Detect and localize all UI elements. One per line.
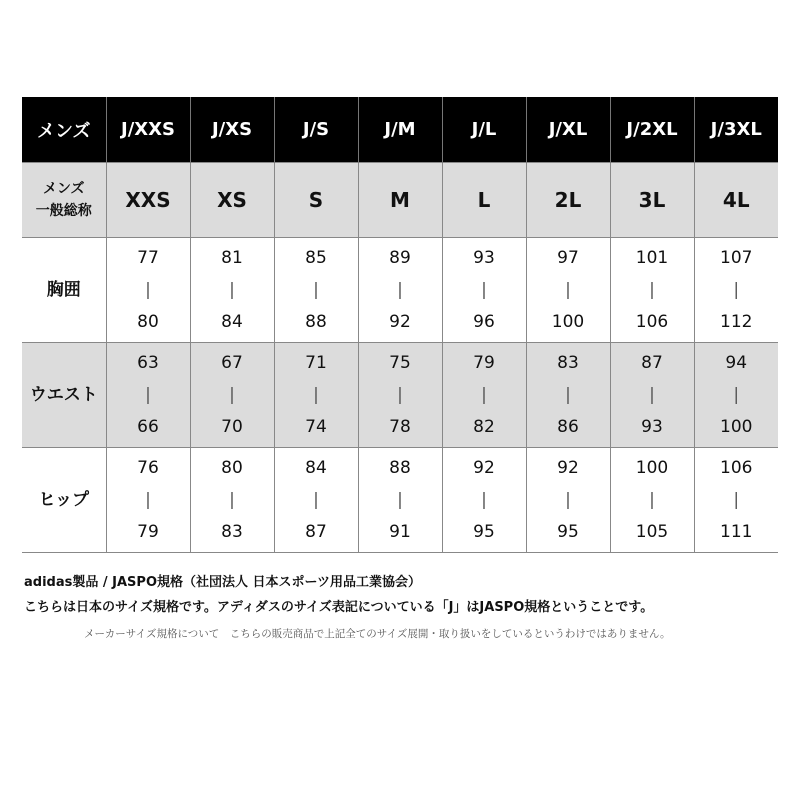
measurement-range bbox=[610, 448, 694, 553]
range-min: 81 bbox=[221, 248, 243, 268]
range-max: 106 bbox=[635, 312, 669, 332]
range-separator: | bbox=[313, 490, 319, 510]
range-separator: | bbox=[481, 490, 487, 510]
measurement-range bbox=[106, 238, 190, 343]
range-max: 93 bbox=[641, 417, 663, 437]
range-min: 107 bbox=[720, 248, 753, 268]
range-separator: | bbox=[649, 490, 655, 510]
range-max: 78 bbox=[389, 417, 411, 437]
measurement-row bbox=[22, 343, 778, 448]
measurement-range bbox=[442, 238, 526, 343]
measurement-label: ヒップ bbox=[22, 448, 106, 553]
range-min: 101 bbox=[635, 248, 669, 268]
measurement-row bbox=[22, 238, 778, 343]
range-separator: | bbox=[649, 280, 655, 300]
header-label: メンズ bbox=[22, 97, 106, 163]
range-min: 71 bbox=[305, 353, 327, 373]
notes bbox=[24, 570, 671, 641]
measurement-range bbox=[106, 343, 190, 448]
range-min: 77 bbox=[137, 248, 159, 268]
measurement-range bbox=[190, 448, 274, 553]
general-label-2: 一般総称 bbox=[35, 203, 92, 219]
range-separator: | bbox=[145, 280, 151, 300]
range-max: 95 bbox=[557, 522, 579, 542]
general-label bbox=[22, 163, 106, 238]
range-min: 80 bbox=[221, 458, 243, 478]
range-min: 92 bbox=[473, 458, 495, 478]
measurement-range bbox=[442, 343, 526, 448]
range-min: 100 bbox=[635, 458, 669, 478]
header-row bbox=[22, 97, 778, 163]
range-min: 76 bbox=[137, 458, 159, 478]
range-max: 100 bbox=[551, 312, 585, 332]
measurement-range bbox=[358, 238, 442, 343]
general-size: XS bbox=[190, 163, 274, 238]
range-separator: | bbox=[397, 490, 403, 510]
note-standard: adidas製品 / JASPO規格（社団法人 日本スポーツ用品工業協会） bbox=[24, 575, 421, 590]
range-separator: | bbox=[565, 280, 571, 300]
range-min: 97 bbox=[557, 248, 579, 268]
measurement-range bbox=[106, 448, 190, 553]
measurement-range bbox=[274, 343, 358, 448]
range-separator: | bbox=[733, 280, 740, 300]
range-min: 93 bbox=[473, 248, 495, 268]
range-separator: | bbox=[313, 385, 319, 405]
general-size: 3L bbox=[610, 163, 694, 238]
general-size: M bbox=[358, 163, 442, 238]
general-size: S bbox=[274, 163, 358, 238]
header-size: J/M bbox=[358, 97, 442, 163]
range-max: 95 bbox=[473, 522, 495, 542]
range-min: 83 bbox=[557, 353, 579, 373]
range-separator: | bbox=[145, 490, 151, 510]
note-japan-size: こちらは日本のサイズ規格です。アディダスのサイズ表記についている「J」はJASPO規格ということです。 bbox=[24, 600, 654, 615]
range-min: 88 bbox=[389, 458, 411, 478]
general-size: 4L bbox=[694, 163, 778, 238]
range-max: 70 bbox=[221, 417, 243, 437]
measurement-range bbox=[610, 343, 694, 448]
range-min: 94 bbox=[725, 353, 748, 373]
measurement-label: 胸囲 bbox=[22, 238, 106, 343]
range-min: 75 bbox=[389, 353, 411, 373]
measurement-range bbox=[358, 343, 442, 448]
measurement-label: ウエスト bbox=[22, 343, 106, 448]
header-size: J/L bbox=[442, 97, 526, 163]
range-separator: | bbox=[145, 385, 151, 405]
range-max: 96 bbox=[473, 312, 495, 332]
range-separator: | bbox=[397, 385, 403, 405]
measurement-range bbox=[610, 238, 694, 343]
range-separator: | bbox=[229, 280, 235, 300]
measurement-range bbox=[274, 448, 358, 553]
header-size: J/3XL bbox=[694, 97, 778, 163]
measurement-range bbox=[694, 238, 778, 343]
measurement-range bbox=[526, 343, 610, 448]
measurement-range bbox=[274, 238, 358, 343]
measurement-range bbox=[526, 448, 610, 553]
range-max: 105 bbox=[635, 522, 669, 542]
measurement-range bbox=[694, 343, 778, 448]
general-size: L bbox=[442, 163, 526, 238]
note-disclaimer: メーカーサイズ規格について こちらの販売商品で上記全てのサイズ展開・取り扱いをしているというわけではありません。 bbox=[84, 628, 671, 640]
range-separator: | bbox=[649, 385, 655, 405]
range-max: 66 bbox=[137, 417, 159, 437]
size-chart-table bbox=[22, 97, 778, 553]
range-max: 83 bbox=[221, 522, 243, 542]
range-min: 84 bbox=[305, 458, 327, 478]
general-size: 2L bbox=[526, 163, 610, 238]
measurement-range bbox=[526, 238, 610, 343]
range-min: 67 bbox=[221, 353, 243, 373]
header-size: J/S bbox=[274, 97, 358, 163]
range-separator: | bbox=[313, 280, 319, 300]
range-max: 82 bbox=[473, 417, 495, 437]
measurement-range bbox=[190, 238, 274, 343]
range-separator: | bbox=[481, 280, 487, 300]
range-max: 86 bbox=[557, 417, 579, 437]
header-size: J/2XL bbox=[610, 97, 694, 163]
range-min: 63 bbox=[137, 353, 159, 373]
measurement-range bbox=[694, 448, 778, 553]
range-max: 92 bbox=[389, 312, 411, 332]
measurement-range bbox=[442, 448, 526, 553]
range-separator: | bbox=[397, 280, 403, 300]
range-min: 79 bbox=[473, 353, 495, 373]
general-size-row bbox=[22, 163, 778, 238]
general-size: XXS bbox=[106, 163, 190, 238]
range-min: 106 bbox=[720, 458, 753, 478]
measurement-row bbox=[22, 448, 778, 553]
range-separator: | bbox=[481, 385, 487, 405]
header-size: J/XS bbox=[190, 97, 274, 163]
range-max: 112 bbox=[720, 312, 753, 332]
header-size: J/XL bbox=[526, 97, 610, 163]
range-separator: | bbox=[733, 385, 740, 405]
general-label-1: メンズ bbox=[42, 181, 85, 197]
measurement-range bbox=[190, 343, 274, 448]
range-min: 92 bbox=[557, 458, 579, 478]
range-separator: | bbox=[565, 490, 571, 510]
range-max: 80 bbox=[137, 312, 159, 332]
range-max: 74 bbox=[305, 417, 327, 437]
range-separator: | bbox=[565, 385, 571, 405]
range-max: 79 bbox=[137, 522, 159, 542]
range-separator: | bbox=[229, 490, 235, 510]
range-max: 91 bbox=[389, 522, 411, 542]
range-separator: | bbox=[733, 490, 740, 510]
range-max: 88 bbox=[305, 312, 327, 332]
header-size: J/XXS bbox=[106, 97, 190, 163]
range-min: 85 bbox=[305, 248, 327, 268]
range-separator: | bbox=[229, 385, 235, 405]
range-max: 100 bbox=[720, 417, 753, 437]
range-max: 84 bbox=[221, 312, 243, 332]
range-max: 87 bbox=[305, 522, 327, 542]
range-min: 89 bbox=[389, 248, 411, 268]
range-min: 87 bbox=[641, 353, 663, 373]
range-max: 111 bbox=[720, 522, 753, 542]
measurement-range bbox=[358, 448, 442, 553]
